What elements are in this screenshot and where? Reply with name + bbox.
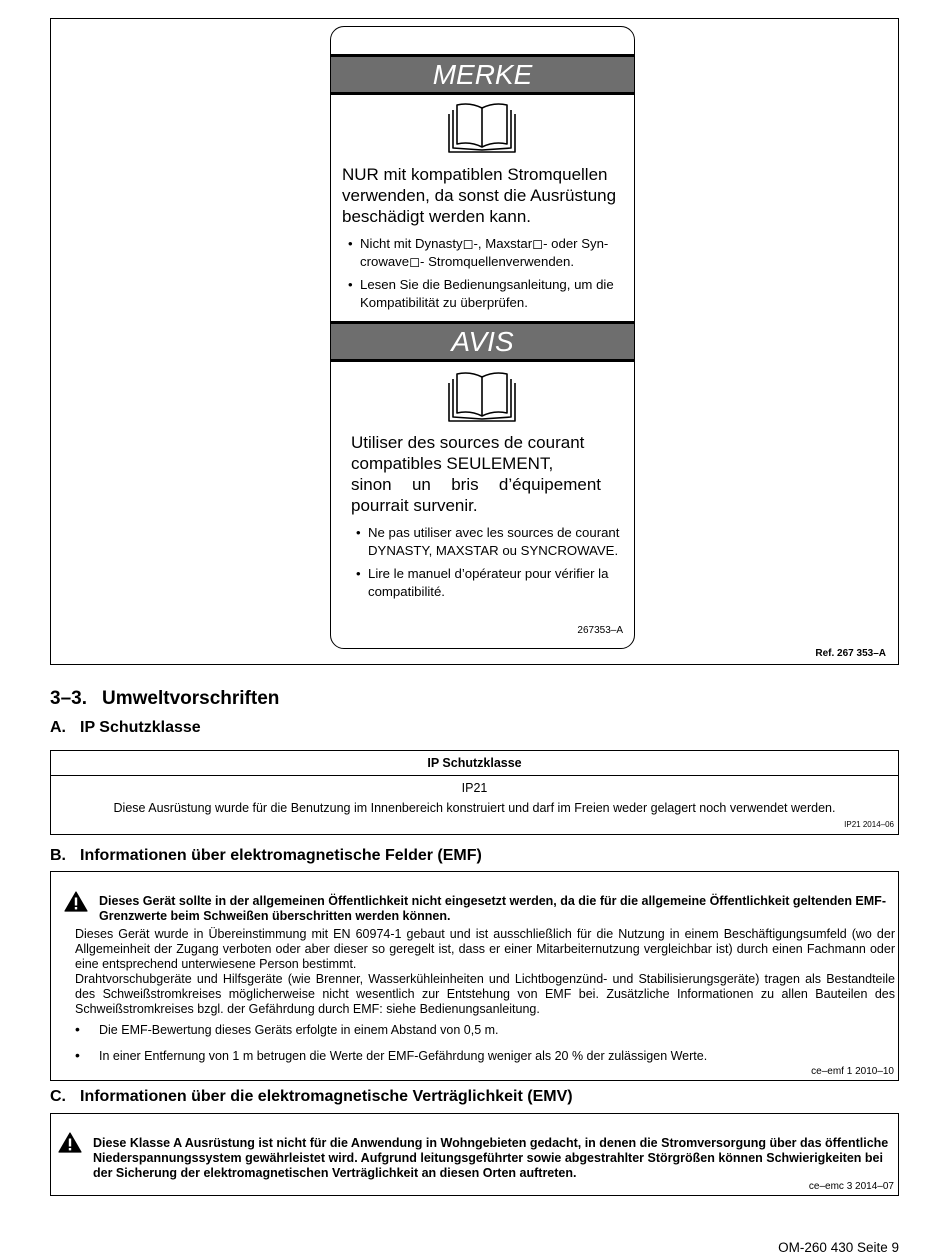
list-item: • Ne pas utiliser avec les sources de courant DYNASTY, MAXSTAR ou SYNCROWAVE. xyxy=(356,524,626,559)
warning-triangle-icon xyxy=(64,891,88,912)
avis-banner: AVIS xyxy=(331,321,634,362)
emf-code: ce–emf 1 2010–10 xyxy=(811,1066,894,1077)
avis-main-text: Utiliser des sources de courant compatibles SEULEMENT, sinon un bris d’équipement pourrait survenir. xyxy=(351,433,601,515)
ip-code: IP21 2014–06 xyxy=(844,820,894,829)
subsection-heading-emf: B. Informationen über elektromagnetische Felder (EMF) xyxy=(50,847,482,864)
emf-paragraph: Dieses Gerät wurde in Übereinstimmung mit EN 60974-1 gebaut und ist ausschließlich für die Nutzung in einem Beschäftigungsumfeld (wo der Allgemeinheit der Zugang verboten oder aber dieser so geregelt ist, dass er einer Mitarbeiternutzung vergleichbar ist) durch einen Fachmann oder eine entsprechend unterwiesene Person bestimmt. xyxy=(75,927,895,971)
list-item: • Lesen Sie die Bedienungsanleitung, um die Kompatibilität zu überprüfen. xyxy=(348,276,631,311)
label-code: 267353–A xyxy=(577,625,623,636)
warning-triangle-icon xyxy=(58,1132,82,1153)
merke-banner: MERKE xyxy=(331,54,634,95)
emv-warning: Diese Klasse A Ausrüstung ist nicht für die Anwendung in Wohngebieten gedacht, in denen die Stromversorgung über das öffentliche Niederspannungssystem gewährleistet wird. Aufgrund leitungsgeführter sowie abgestrahlter Störgrößen können Schwierigkeiten bei der Sicherung der elektromagnetischen Verträglichkeit an diesen Orten auftreten. xyxy=(93,1136,889,1180)
ip-rating-table xyxy=(50,750,899,835)
open-book-icon xyxy=(446,369,518,425)
emf-paragraph: Drahtvorschubgeräte und Hilfsgeräte (wie Brenner, Wasserkühleinheiten und Lichtbogenzünd- und Stabilisierungsgeräte) tragen als Bestandteile des Schweißstromkreises möglicherweise nicht wesentlich zur Entstehung von EMF bei. Zusätzliche Informationen zu allen Bauteilen des Schweißstromkreises bzgl. der Gefährdung durch EMF: siehe Bedienungsanleitung. xyxy=(75,972,895,1016)
page-number: OM-260 430 Seite 9 xyxy=(778,1240,899,1254)
subsection-heading-emv: C. Informationen über die elektromagnetische Verträglichkeit (EMV) xyxy=(50,1088,573,1105)
safety-label xyxy=(330,26,635,649)
emv-box xyxy=(50,1113,899,1196)
subsection-heading-ip: A. IP Schutzklasse xyxy=(50,719,201,736)
merke-bullets xyxy=(348,235,631,317)
open-book-icon xyxy=(446,100,518,156)
ip-description: Diese Ausrüstung wurde für die Benutzung im Innenbereich konstruiert und darf im Freien weder gelagert noch verwendet werden. xyxy=(113,801,836,815)
emv-code: ce–emc 3 2014–07 xyxy=(808,1181,894,1192)
list-item: • Lire le manuel d’opérateur pour vérifier la compatibilité. xyxy=(356,565,626,600)
merke-main-text: NUR mit kompatiblen Stromquellen verwenden, da sonst die Ausrüstung beschädigt werden kann. xyxy=(342,165,617,226)
ip-value: IP21 xyxy=(461,781,488,795)
list-item: • Nicht mit Dynasty◻-, Maxstar◻- oder Syn-crowave◻- Stromquellenverwenden. xyxy=(348,235,631,270)
avis-bullets xyxy=(356,524,626,606)
emf-warning: Dieses Gerät sollte in der allgemeinen Öffentlichkeit nicht eingesetzt werden, da die für die allgemeine Öffentlichkeit geltenden EMF-Grenzwerte beim Schweißen überschritten werden können. xyxy=(99,894,886,923)
label-reference: Ref. 267 353–A xyxy=(815,648,886,659)
label-figure xyxy=(50,18,899,665)
emf-box: Dieses Gerät sollte in der allgemeinen Öffentlichkeit nicht eingesetzt werden, da die für die allgemeine Öffentlichkeit geltenden EMF-Grenzwerte beim Schweißen überschritten werden können. Dieses Gerät wurde in Übereinstimmung mit EN 60974-1 gebaut und ist ausschließlich für die Nutzung in einem Beschäftigungsumfeld (wo der Allgemeinheit der Zugang verboten oder aber dieser so geregelt ist, dass er einer Mitarbeiternutzung vergleichbar ist) durch einen Fachmann oder eine entsprechend unterwiesene Person bestimmt. Drahtvorschubgeräte und Hilfsgeräte (wie Brenner, Wasserkühleinheiten und Lichtbogenzünd- und Stabilisierungsgeräte) tragen als Bestandteile des Schweißstromkreises möglicherweise nicht wesentlich zur Entstehung von EMF bei. Zusätzliche Informationen zu allen Bauteilen des Schweißstromkreises bzgl. der Gefährdung durch EMF: siehe Bedienungsanleitung. • Die EMF-Bewertung dieses Geräts erfolgte in einem Abstand von 0,5 m. • In einer Entfernung von 1 m betrugen die Werte der EMF-Gefährdung weniger als 20 % der zulässigen Werte. ce–emf 1 2010–10 xyxy=(50,871,899,1081)
table-header: IP Schutzklasse xyxy=(51,751,898,776)
section-heading: 3–3. Umweltvorschriften xyxy=(50,688,280,709)
